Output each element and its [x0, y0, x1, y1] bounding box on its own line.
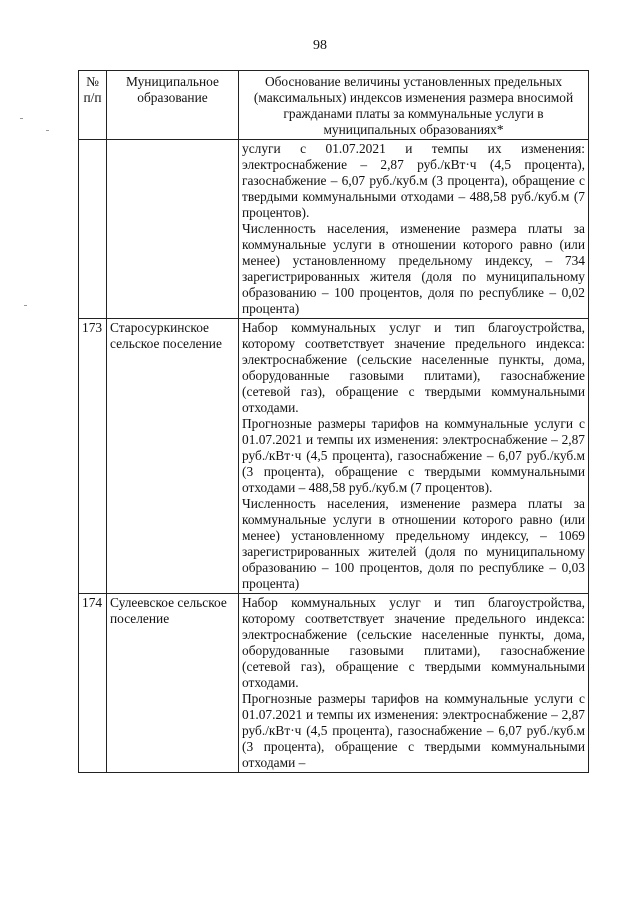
- row-justification: [239, 594, 589, 773]
- tariff-justification-table: [78, 70, 589, 773]
- justification-paragraph: Набор коммунальных услуг и тип благоустройства, которому соответствует значение предельного индекса: электроснабжение (сельские населенные пункты, дома, оборудованные газовыми плитами), газоснабжение (сетевой газ), обращение с твердыми коммунальными отходами.: [242, 595, 585, 690]
- header-municipality: Муниципальное образование: [107, 71, 239, 140]
- scan-mark: [24, 305, 27, 306]
- header-number: № п/п: [79, 71, 107, 140]
- row-justification: [239, 319, 589, 594]
- table-row: [79, 594, 589, 773]
- justification-paragraph: Набор коммунальных услуг и тип благоустройства, которому соответствует значение предельного индекса: электроснабжение (сельские населенные пункты, дома, оборудованные газовыми плитами), газоснабжение (сетевой газ), обращение с твердыми коммунальными отходами.: [242, 320, 585, 415]
- row-municipality: [107, 140, 239, 319]
- justification-paragraph: Прогнозные размеры тарифов на коммунальные услуги с 01.07.2021 и темпы их изменения: электроснабжение – 2,87 руб./кВт·ч (4,5 процента), газоснабжение – 6,07 руб./куб.м (3 процента), обращение с твердыми коммунальными отходами – 488,58 руб./куб.м (7 процентов).: [242, 416, 585, 495]
- header-justification: Обоснование величины установленных предельных (максимальных) индексов изменения размера вносимой гражданами платы за коммунальные услуги в муниципальных образованиях*: [239, 71, 589, 140]
- justification-paragraph: Прогнозные размеры тарифов на коммунальные услуги с 01.07.2021 и темпы их изменения: электроснабжение – 2,87 руб./кВт·ч (4,5 процента), газоснабжение – 6,07 руб./куб.м (3 процента), обращение с твердыми коммунальными отходами –: [242, 691, 585, 770]
- row-justification: [239, 140, 589, 319]
- scan-mark: [46, 130, 49, 131]
- row-municipality: Старосуркинское сельское поселение: [107, 319, 239, 594]
- page-number: 98: [313, 38, 327, 53]
- justification-paragraph: Численность населения, изменение размера платы за коммунальные услуги в отношении которого равно (или менее) установленному предельному индексу, – 1069 зарегистрированных жителей (доля по муниципальному образованию – 100 процентов, доля по республике – 0,03 процента): [242, 496, 585, 591]
- justification-paragraph: услуги с 01.07.2021 и темпы их изменения: электроснабжение – 2,87 руб./кВт·ч (4,5 процента), газоснабжение – 6,07 руб./куб.м (3 процента), обращение с твердыми коммунальными отходами – 488,58 руб./куб.м (7 процентов).: [242, 141, 585, 220]
- row-number: 174: [79, 594, 107, 773]
- table-row: [79, 319, 589, 594]
- table-header-row: [79, 71, 589, 140]
- justification-paragraph: Численность населения, изменение размера платы за коммунальные услуги в отношении которого равно (или менее) установленному предельному индексу, – 734 зарегистрированных жителя (доля по муниципальному образованию – 100 процентов, доля по республике – 0,02 процента): [242, 221, 585, 316]
- scan-mark: [20, 118, 23, 119]
- table-row: [79, 140, 589, 319]
- row-municipality: Сулеевское сельское поселение: [107, 594, 239, 773]
- row-number: [79, 140, 107, 319]
- row-number: 173: [79, 319, 107, 594]
